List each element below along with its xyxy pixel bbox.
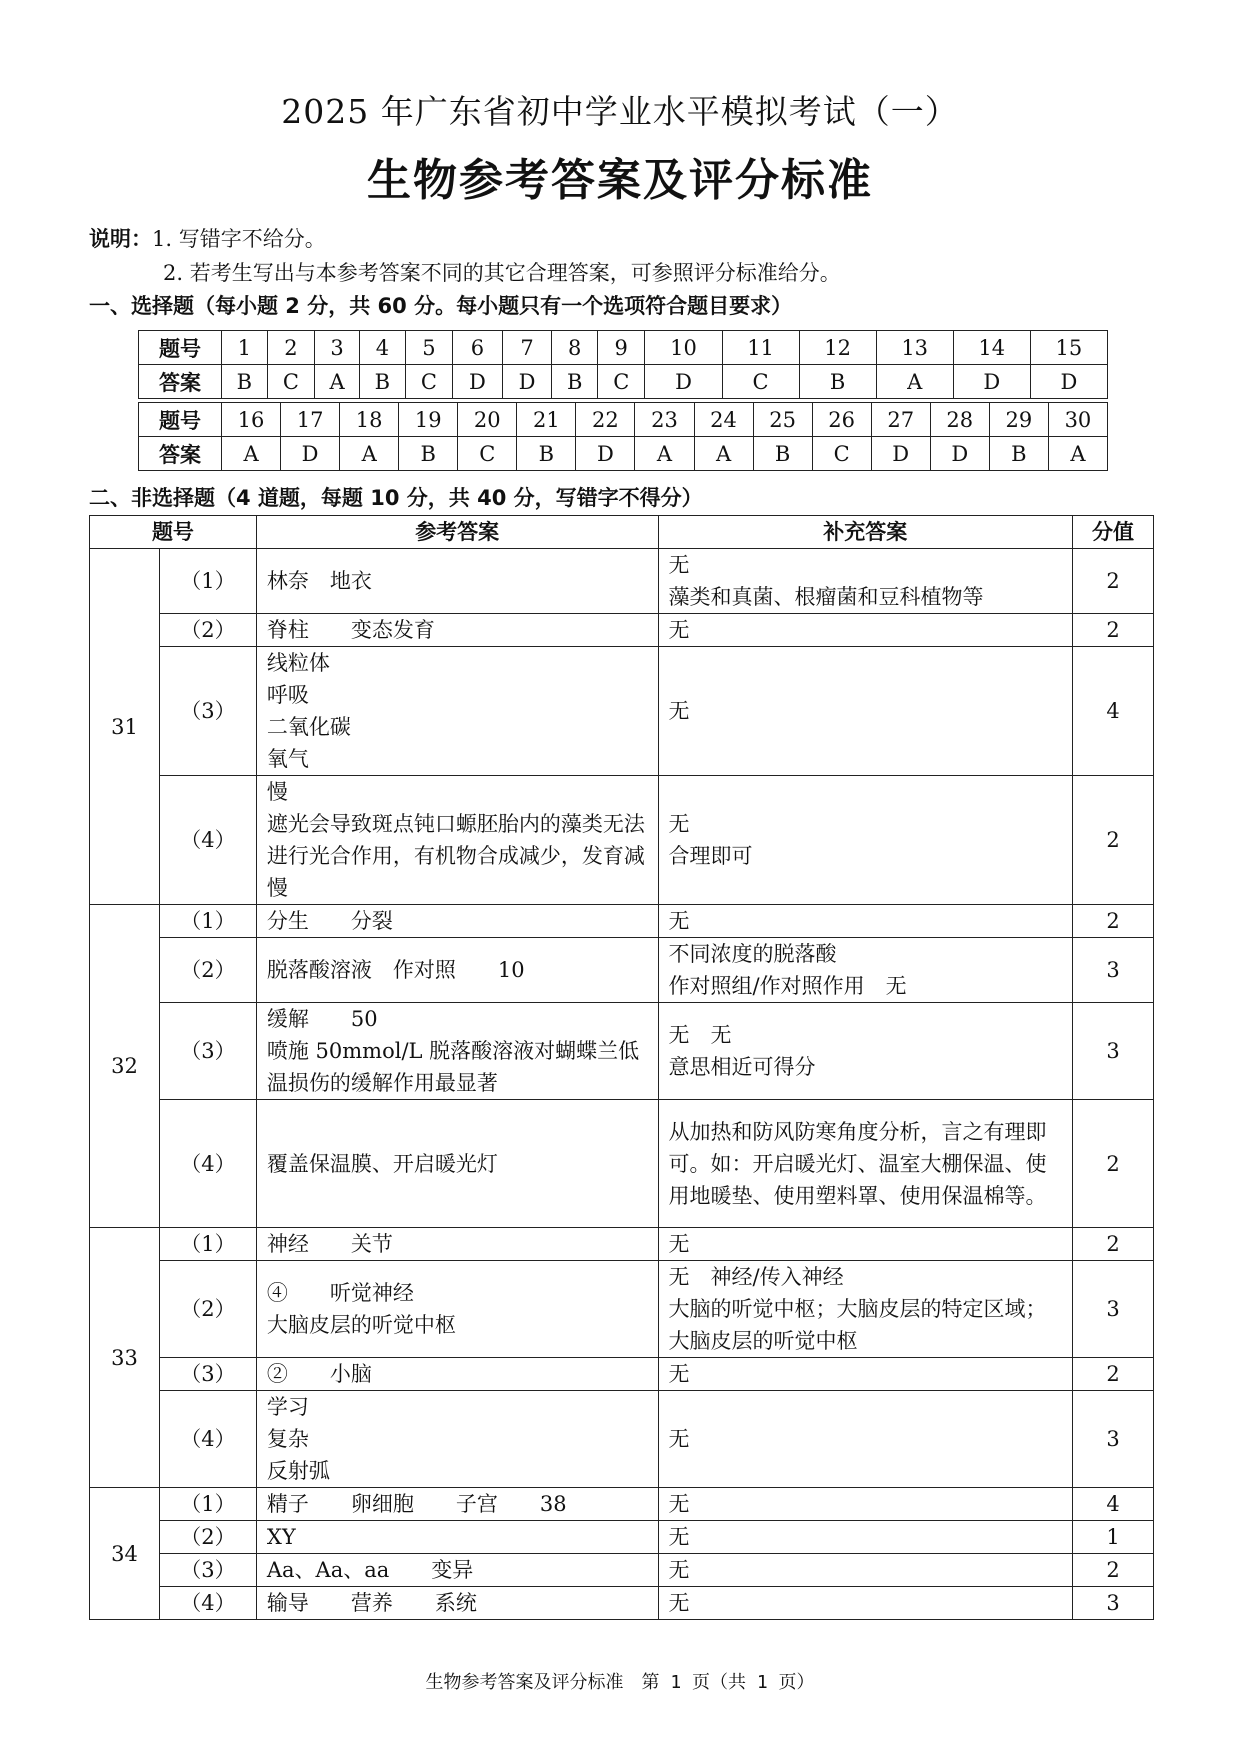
answer-line: 缓解 50	[266, 1007, 378, 1031]
answer-line: 复杂	[266, 1427, 309, 1451]
question-number-cell: 29	[989, 403, 1048, 437]
answer-line: ④ 听觉神经	[266, 1281, 414, 1305]
question-number-cell: 18	[340, 403, 399, 437]
answer-cell: B	[517, 437, 576, 471]
reference-answer	[256, 1488, 658, 1521]
question-number-cell: 23	[635, 403, 694, 437]
supplement-line: 无	[668, 1525, 690, 1549]
score-value: 2	[1073, 1228, 1154, 1261]
col-header-answer: 参考答案	[256, 516, 658, 549]
question-number-cell: 5	[405, 331, 452, 365]
answer-line: XY	[266, 1525, 296, 1549]
answer-cell: B	[360, 365, 406, 399]
score-value: 3	[1073, 1587, 1154, 1620]
answer-line: 线粒体	[266, 651, 330, 675]
question-number-cell: 28	[930, 403, 989, 437]
row-label-number: 题号	[139, 403, 222, 437]
score-value: 4	[1073, 1488, 1154, 1521]
question-number-cell: 22	[576, 403, 635, 437]
supplement-line: 无	[668, 1232, 690, 1256]
sub-question-label: （4）	[159, 1587, 256, 1620]
question-number-cell: 21	[517, 403, 576, 437]
supplementary-answer	[658, 1358, 1073, 1391]
answer-cell: A	[315, 365, 360, 399]
score-value: 2	[1073, 905, 1154, 938]
reference-answer	[256, 549, 658, 614]
reference-answer	[256, 614, 658, 647]
table-row	[90, 1521, 1154, 1554]
supplement-line: 无 无	[668, 1023, 732, 1047]
score-value: 2	[1073, 549, 1154, 614]
question-number-cell: 6	[453, 331, 503, 365]
supplement-line: 无	[668, 1362, 690, 1386]
answer-line: 二氧化碳	[266, 715, 351, 739]
answer-cell: A	[876, 365, 953, 399]
question-number-cell: 8	[552, 331, 598, 365]
question-number-cell: 7	[502, 331, 552, 365]
reference-answer	[256, 1554, 658, 1587]
supplement-line: 无	[668, 1492, 690, 1516]
question-number-cell: 19	[399, 403, 458, 437]
answer-cell: A	[340, 437, 399, 471]
question-number-cell: 2	[267, 331, 314, 365]
question-number-cell: 12	[799, 331, 876, 365]
answer-cell: C	[722, 365, 799, 399]
answer-line: 输导 营养 系统	[266, 1591, 477, 1615]
answer-line: 脱落酸溶液 作对照 10	[266, 958, 525, 982]
answer-cell: D	[281, 437, 340, 471]
answer-cell: B	[753, 437, 812, 471]
answer-line: 分生 分裂	[266, 909, 393, 933]
supplementary-answer	[658, 549, 1073, 614]
score-value: 2	[1073, 614, 1154, 647]
table-row	[90, 614, 1154, 647]
answer-line: 反射弧	[266, 1459, 330, 1483]
table-row	[90, 905, 1154, 938]
answer-cell: B	[399, 437, 458, 471]
table-row	[90, 1488, 1154, 1521]
answer-line: Aa、Aa、aa 变异	[266, 1558, 474, 1582]
supplement-line: 藻类和真菌、根瘤菌和豆科植物等	[668, 585, 984, 609]
table-row	[90, 1587, 1154, 1620]
answer-cell: A	[1048, 437, 1107, 471]
question-number-cell: 14	[953, 331, 1030, 365]
reference-answer	[256, 647, 658, 776]
reference-answer	[256, 776, 658, 905]
mc-answer-row	[139, 437, 1108, 471]
supplementary-answer	[658, 1228, 1073, 1261]
table-row	[90, 1391, 1154, 1488]
question-number-cell: 4	[360, 331, 406, 365]
question-number-cell: 11	[722, 331, 799, 365]
question-number-cell: 20	[458, 403, 517, 437]
score-value: 2	[1073, 1554, 1154, 1587]
supplement-line: 无	[668, 699, 690, 723]
reference-answer	[256, 1261, 658, 1358]
answer-line: 大脑皮层的听觉中枢	[266, 1313, 456, 1337]
reference-answer	[256, 1100, 658, 1228]
supplement-line: 无 神经/传入神经	[668, 1265, 844, 1289]
supplement-line: 无	[668, 1558, 690, 1582]
answer-line: ② 小脑	[266, 1362, 372, 1386]
sub-question-label: （1）	[159, 1228, 256, 1261]
answer-cell: D	[576, 437, 635, 471]
answer-line: 呼吸	[266, 683, 309, 707]
supplementary-answer	[658, 1587, 1073, 1620]
reference-answer	[256, 1391, 658, 1488]
row-label-answer: 答案	[139, 365, 222, 399]
question-number-cell: 3	[315, 331, 360, 365]
supplement-line: 作对照组/作对照作用 无	[668, 974, 907, 998]
sub-question-label: （1）	[159, 1488, 256, 1521]
supplementary-answer	[658, 614, 1073, 647]
score-value: 2	[1073, 776, 1154, 905]
sub-question-label: （4）	[159, 776, 256, 905]
notes-label: 说明：	[89, 227, 152, 251]
table-row	[90, 1358, 1154, 1391]
question-number-cell: 16	[222, 403, 281, 437]
answer-line: 氧气	[266, 747, 309, 771]
score-value: 1	[1073, 1521, 1154, 1554]
sub-question-label: （2）	[159, 1261, 256, 1358]
answer-cell: D	[871, 437, 930, 471]
table-row	[90, 1261, 1154, 1358]
answer-cell: C	[458, 437, 517, 471]
section1-heading: 一、选择题（每小题 2 分，共 60 分。每小题只有一个选项符合题目要求）	[89, 294, 793, 318]
score-value: 2	[1073, 1100, 1154, 1228]
supplement-line: 大脑的听觉中枢；大脑皮层的特定区域；大脑皮层的听觉中枢	[668, 1297, 1047, 1353]
document-title: 生物参考答案及评分标准	[367, 155, 873, 206]
question-number: 34	[90, 1488, 160, 1620]
mc-answer-table-1	[138, 330, 1108, 399]
supplementary-answer	[658, 1003, 1073, 1100]
reference-answer	[256, 1003, 658, 1100]
reference-answer	[256, 938, 658, 1003]
note-item-2: 2. 若考生写出与本参考答案不同的其它合理答案，可参照评分标准给分。	[163, 261, 841, 285]
score-value: 2	[1073, 1358, 1154, 1391]
sub-question-label: （1）	[159, 905, 256, 938]
supplement-line: 无	[668, 812, 690, 836]
supplement-line: 不同浓度的脱落酸	[668, 942, 837, 966]
question-number-cell: 13	[876, 331, 953, 365]
section2-heading: 二、非选择题（4 道题，每题 10 分，共 40 分，写错字不得分）	[89, 486, 703, 510]
col-header-score: 分值	[1073, 516, 1154, 549]
reference-answer	[256, 1587, 658, 1620]
answer-cell: D	[953, 365, 1030, 399]
answer-cell: C	[405, 365, 452, 399]
mc-answer-table-2	[138, 402, 1108, 471]
answer-cell: B	[552, 365, 598, 399]
supplementary-answer	[658, 905, 1073, 938]
supplement-line: 意思相近可得分	[668, 1055, 816, 1079]
table-row	[90, 1100, 1154, 1228]
score-value: 4	[1073, 647, 1154, 776]
answer-line: 覆盖保温膜、开启暖光灯	[266, 1151, 498, 1176]
answer-cell: A	[694, 437, 753, 471]
exam-title: 2025 年广东省初中学业水平模拟考试（一）	[281, 92, 959, 131]
question-number-cell: 26	[812, 403, 871, 437]
answer-cell: C	[598, 365, 645, 399]
supplementary-answer	[658, 1521, 1073, 1554]
supplement-line: 无	[668, 909, 690, 933]
question-number-cell: 24	[694, 403, 753, 437]
table-body	[90, 549, 1154, 1620]
answer-cell: D	[1030, 365, 1107, 399]
question-number-cell: 10	[645, 331, 722, 365]
sub-question-label: （4）	[159, 1100, 256, 1228]
supplementary-answer	[658, 776, 1073, 905]
question-number: 32	[90, 905, 160, 1228]
supplement-line: 合理即可	[668, 844, 753, 868]
supplementary-answer	[658, 1261, 1073, 1358]
question-number-cell: 25	[753, 403, 812, 437]
mc-number-row	[139, 331, 1108, 365]
reference-answer	[256, 1228, 658, 1261]
answer-cell: A	[635, 437, 694, 471]
question-number-cell: 27	[871, 403, 930, 437]
supplementary-answer	[658, 1100, 1073, 1228]
question-number: 31	[90, 549, 160, 905]
answer-cell: D	[453, 365, 503, 399]
supplementary-answer	[658, 938, 1073, 1003]
supplement-line: 无	[668, 553, 690, 577]
free-response-table	[89, 515, 1154, 1620]
supplementary-answer	[658, 1391, 1073, 1488]
table-row	[90, 647, 1154, 776]
sub-question-label: （3）	[159, 1003, 256, 1100]
sub-question-label: （4）	[159, 1391, 256, 1488]
answer-cell: D	[645, 365, 722, 399]
answer-cell: B	[989, 437, 1048, 471]
answer-cell: D	[502, 365, 552, 399]
question-number-cell: 15	[1030, 331, 1107, 365]
row-label-number: 题号	[139, 331, 222, 365]
reference-answer	[256, 1521, 658, 1554]
answer-cell: D	[930, 437, 989, 471]
table-row	[90, 1554, 1154, 1587]
supplement-line: 从加热和防风防寒角度分析，言之有理即可。如：开启暖光灯、温室大棚保温、使用地暖垫、使用塑料罩、使用保温棉等。	[668, 1119, 1047, 1208]
answer-line: 林奈 地衣	[266, 569, 372, 593]
answer-line: 喷施 50mmol/L 脱落酸溶液对蝴蝶兰低温损伤的缓解作用最显著	[266, 1039, 640, 1095]
answer-line: 脊柱 变态发育	[266, 618, 435, 642]
supplementary-answer	[658, 647, 1073, 776]
supplementary-answer	[658, 1488, 1073, 1521]
sub-question-label: （2）	[159, 1521, 256, 1554]
answer-line: 学习	[266, 1395, 309, 1419]
sub-question-label: （3）	[159, 1554, 256, 1587]
mc-answer-row	[139, 365, 1108, 399]
col-header-question: 题号	[90, 516, 257, 549]
mc-number-row	[139, 403, 1108, 437]
sub-question-label: （1）	[159, 549, 256, 614]
score-value: 3	[1073, 1391, 1154, 1488]
reference-answer	[256, 1358, 658, 1391]
answer-cell: B	[222, 365, 268, 399]
score-value: 3	[1073, 938, 1154, 1003]
supplement-line: 无	[668, 618, 690, 642]
score-value: 3	[1073, 1261, 1154, 1358]
table-row	[90, 1003, 1154, 1100]
page-footer: 生物参考答案及评分标准 第 1 页（共 1 页）	[425, 1672, 815, 1693]
supplement-line: 无	[668, 1427, 690, 1451]
question-number-cell: 30	[1048, 403, 1107, 437]
answer-line: 神经 关节	[266, 1232, 393, 1256]
supplement-line: 无	[668, 1591, 690, 1615]
sub-question-label: （2）	[159, 938, 256, 1003]
col-header-supplement: 补充答案	[658, 516, 1073, 549]
reference-answer	[256, 905, 658, 938]
answer-cell: C	[812, 437, 871, 471]
answer-cell: B	[799, 365, 876, 399]
answer-line: 精子 卵细胞 子宫 38	[266, 1492, 567, 1516]
table-row	[90, 1228, 1154, 1261]
table-row	[90, 549, 1154, 614]
score-value: 3	[1073, 1003, 1154, 1100]
table-row	[90, 938, 1154, 1003]
sub-question-label: （3）	[159, 647, 256, 776]
notes-line-1	[89, 223, 326, 253]
answer-line: 遮光会导致斑点钝口螈胚胎内的藻类无法进行光合作用，有机物合成减少，发育减慢	[266, 812, 645, 900]
sub-question-label: （2）	[159, 614, 256, 647]
row-label-answer: 答案	[139, 437, 222, 471]
answer-cell: C	[267, 365, 314, 399]
answer-cell: A	[222, 437, 281, 471]
note-item-1: 1. 写错字不给分。	[152, 227, 326, 251]
sub-question-label: （3）	[159, 1358, 256, 1391]
answer-line: 慢	[266, 780, 288, 804]
question-number-cell: 9	[598, 331, 645, 365]
supplementary-answer	[658, 1554, 1073, 1587]
question-number-cell: 1	[222, 331, 268, 365]
table-header-row	[90, 516, 1154, 549]
question-number-cell: 17	[281, 403, 340, 437]
table-row	[90, 776, 1154, 905]
question-number: 33	[90, 1228, 160, 1488]
